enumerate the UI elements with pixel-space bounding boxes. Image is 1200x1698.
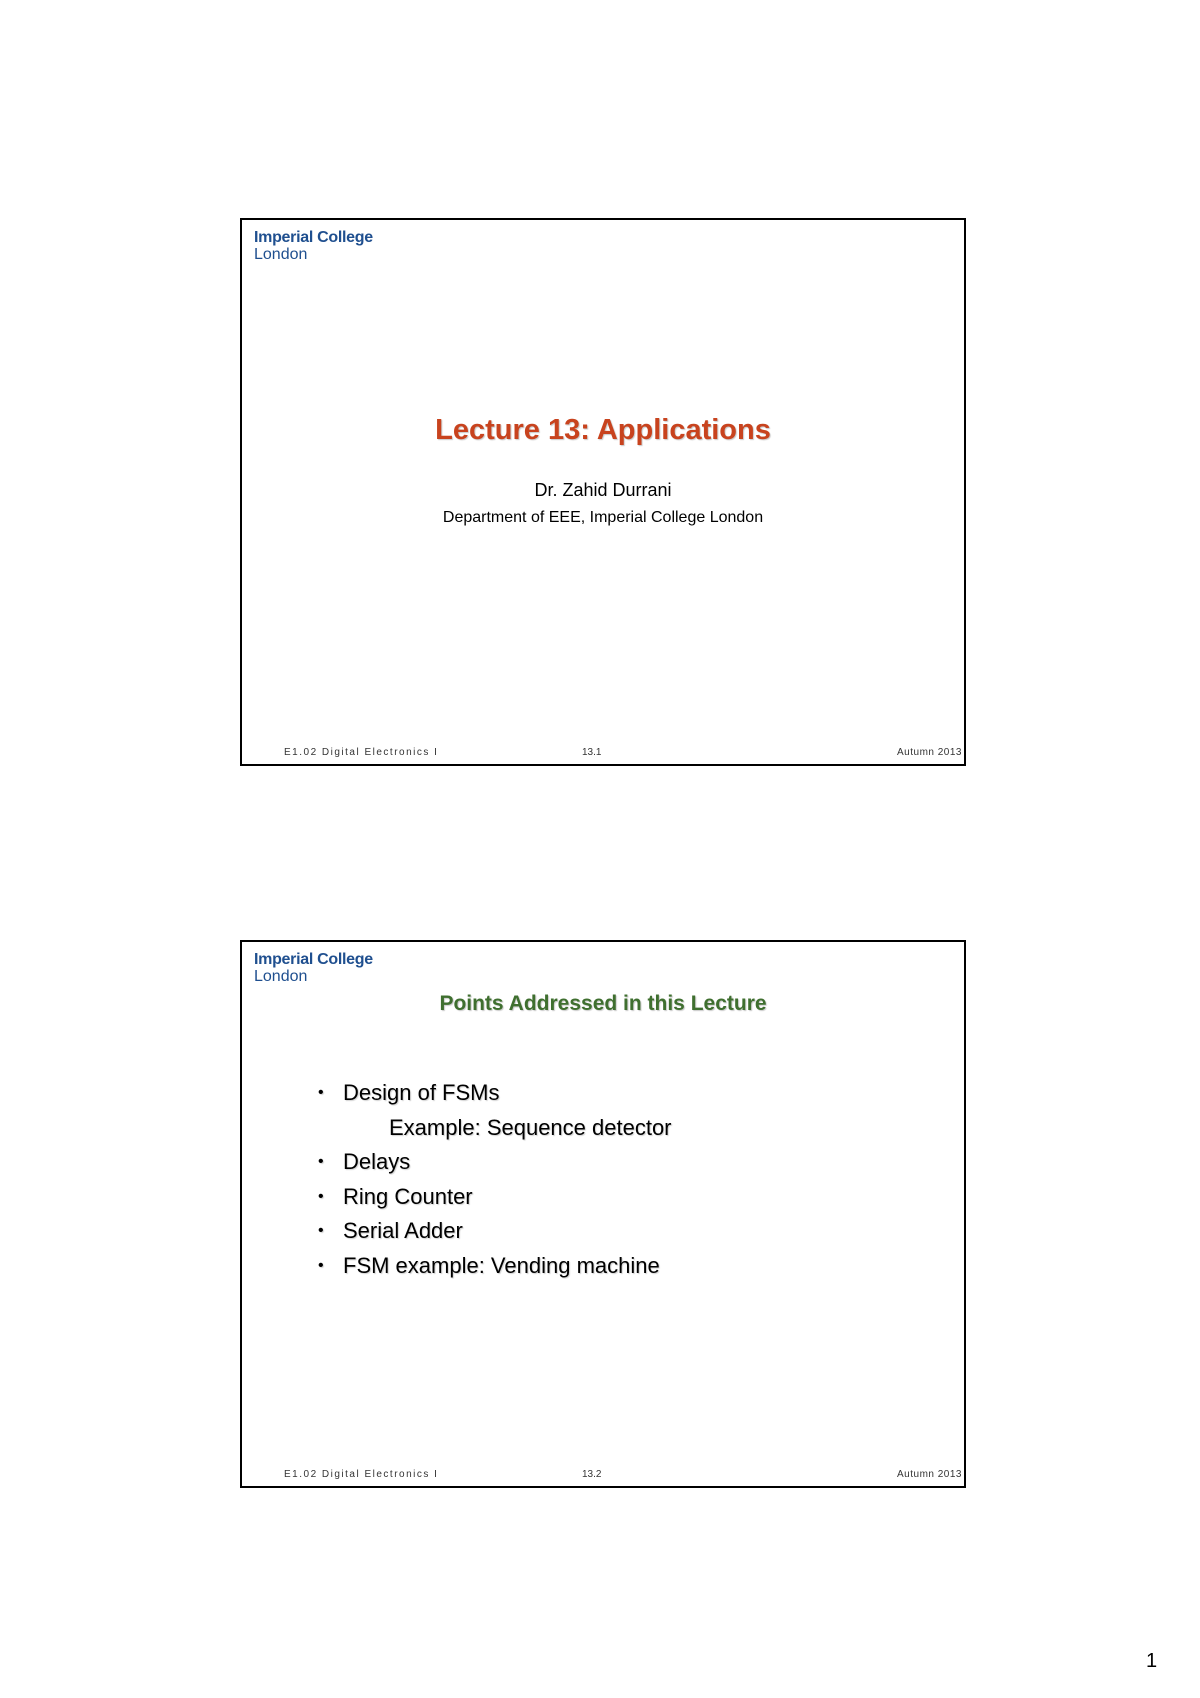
logo-line-1: Imperial College <box>254 951 373 968</box>
footer-course: E1.02 Digital Electronics I <box>284 747 439 758</box>
imperial-college-logo <box>254 229 373 263</box>
bullet-text: FSM example: Vending machine <box>343 1252 660 1278</box>
footer-slide-number: 13.1 <box>582 747 602 758</box>
bullet-item <box>318 1076 672 1111</box>
bullet-item <box>318 1214 672 1249</box>
slide-13-1 <box>240 218 966 766</box>
imperial-college-logo <box>254 951 373 985</box>
footer-term: Autumn 2013 <box>897 1469 962 1480</box>
footer-course: E1.02 Digital Electronics I <box>284 1469 439 1480</box>
bullet-text: Serial Adder <box>343 1218 463 1243</box>
lecture-title: Lecture 13: Applications <box>435 414 771 446</box>
bullet-item <box>318 1145 672 1180</box>
sub-bullet-item <box>318 1111 672 1146</box>
logo-line-2: London <box>254 968 308 985</box>
logo-line-1: Imperial College <box>254 229 373 246</box>
bullet-icon: • <box>318 1256 324 1274</box>
bullet-icon: • <box>318 1222 324 1239</box>
lecturer-name: Dr. Zahid Durrani <box>534 480 672 500</box>
footer-term: Autumn 2013 <box>897 747 962 758</box>
bullet-text: Delays <box>343 1149 411 1174</box>
slide-13-2 <box>240 940 966 1488</box>
bullet-text: Design of FSMs <box>343 1080 500 1105</box>
slide-heading: Points Addressed in this Lecture <box>439 992 767 1015</box>
bullet-icon: • <box>318 1153 324 1170</box>
bullet-icon: • <box>318 1084 324 1101</box>
page-number: 1 <box>1146 1650 1158 1672</box>
department: Department of EEE, Imperial College London <box>442 509 764 526</box>
logo-line-2: London <box>254 246 308 263</box>
bullet-icon: • <box>318 1187 324 1205</box>
bullet-list <box>318 1076 672 1283</box>
footer-slide-number: 13.2 <box>582 1469 602 1480</box>
bullet-item <box>318 1180 672 1215</box>
bullet-item <box>318 1249 672 1284</box>
bullet-text: Ring Counter <box>343 1183 473 1209</box>
sub-bullet-text: Example: Sequence detector <box>389 1114 672 1140</box>
